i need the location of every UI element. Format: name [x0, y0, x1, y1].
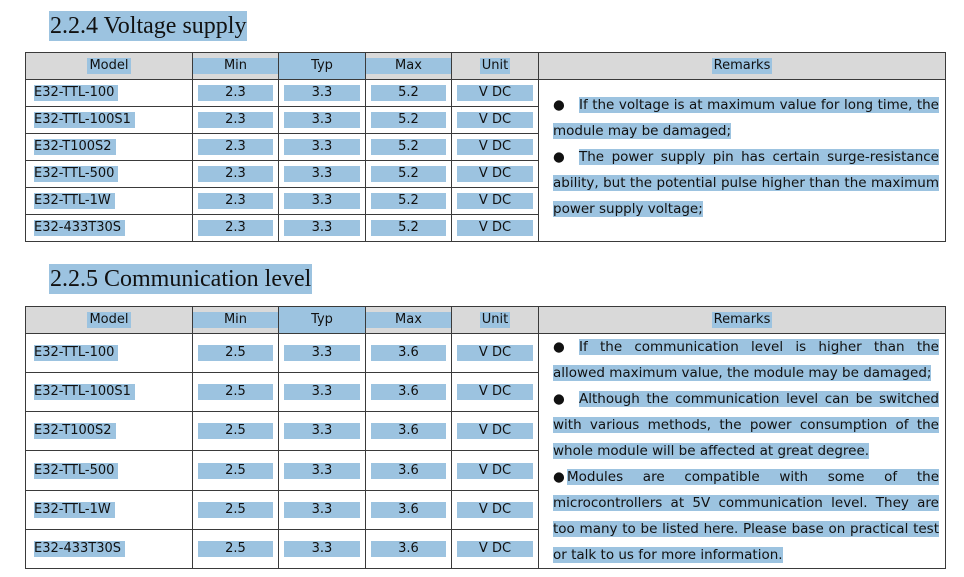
column-header-typ: Typ	[279, 53, 366, 80]
cell-model: E32-TTL-1W	[26, 490, 193, 529]
column-header-remarks: Remarks	[539, 53, 946, 80]
column-header-max: Max	[366, 53, 452, 80]
cell-max: 3.6	[366, 490, 452, 529]
cell-model: E32-TTL-100	[26, 334, 193, 373]
voltage-supply-table	[25, 52, 946, 242]
cell-min: 2.3	[193, 134, 279, 161]
bullet-icon: ●	[553, 469, 565, 485]
cell-min: 2.3	[193, 188, 279, 215]
remark-item: ● The power supply pin has certain surge-resistance ability, but the potential pulse higher than the maximum power supply voltage;	[553, 144, 939, 222]
cell-typ: 3.3	[279, 529, 366, 568]
remarks-cell	[539, 80, 946, 242]
cell-typ: 3.3	[279, 188, 366, 215]
cell-min: 2.5	[193, 490, 279, 529]
cell-max: 5.2	[366, 188, 452, 215]
cell-min: 2.3	[193, 215, 279, 242]
communication-level-table	[25, 306, 946, 569]
cell-min: 2.5	[193, 412, 279, 451]
cell-max: 3.6	[366, 451, 452, 490]
cell-min: 2.5	[193, 451, 279, 490]
cell-unit: V DC	[452, 215, 539, 242]
cell-model: E32-433T30S	[26, 215, 193, 242]
table-header-row	[26, 307, 946, 334]
cell-model: E32-TTL-500	[26, 161, 193, 188]
cell-max: 5.2	[366, 134, 452, 161]
bullet-icon: ●	[553, 149, 565, 165]
cell-unit: V DC	[452, 451, 539, 490]
cell-max: 3.6	[366, 334, 452, 373]
cell-typ: 3.3	[279, 215, 366, 242]
column-header-min: Min	[193, 307, 279, 334]
remark-item: ● If the voltage is at maximum value for long time, the module may be damaged;	[553, 92, 939, 144]
cell-unit: V DC	[452, 412, 539, 451]
cell-model: E32-TTL-100S1	[26, 373, 193, 412]
cell-unit: V DC	[452, 373, 539, 412]
column-header-typ: Typ	[279, 307, 366, 334]
cell-model: E32-TTL-100	[26, 80, 193, 107]
cell-min: 2.5	[193, 373, 279, 412]
remark-item: ● Although the communication level can be switched with various methods, the power consumption of the whole module will be affected at great degree.	[553, 386, 939, 464]
table-row	[26, 334, 946, 373]
cell-min: 2.5	[193, 334, 279, 373]
cell-unit: V DC	[452, 334, 539, 373]
cell-unit: V DC	[452, 134, 539, 161]
cell-min: 2.5	[193, 529, 279, 568]
remark-item: ● If the communication level is higher than the allowed maximum value, the module may be damaged;	[553, 334, 939, 386]
column-header-max: Max	[366, 307, 452, 334]
bullet-icon: ●	[553, 391, 565, 407]
cell-min: 2.3	[193, 107, 279, 134]
cell-typ: 3.3	[279, 490, 366, 529]
cell-typ: 3.3	[279, 451, 366, 490]
column-header-model: Model	[26, 53, 193, 80]
cell-unit: V DC	[452, 80, 539, 107]
bullet-icon: ●	[553, 339, 565, 355]
cell-typ: 3.3	[279, 80, 366, 107]
cell-max: 3.6	[366, 373, 452, 412]
column-header-min: Min	[193, 53, 279, 80]
cell-model: E32-TTL-1W	[26, 188, 193, 215]
cell-min: 2.3	[193, 161, 279, 188]
cell-model: E32-TTL-100S1	[26, 107, 193, 134]
cell-min: 2.3	[193, 80, 279, 107]
cell-max: 5.2	[366, 161, 452, 188]
column-header-unit: Unit	[452, 53, 539, 80]
cell-unit: V DC	[452, 188, 539, 215]
remarks-cell	[539, 334, 946, 569]
cell-max: 3.6	[366, 529, 452, 568]
cell-typ: 3.3	[279, 334, 366, 373]
cell-max: 5.2	[366, 215, 452, 242]
cell-typ: 3.3	[279, 134, 366, 161]
table-header-row	[26, 53, 946, 80]
cell-unit: V DC	[452, 529, 539, 568]
cell-model: E32-T100S2	[26, 134, 193, 161]
remark-item: ● Modules are compatible with some of the microcontrollers at 5V communication level. They are too many to be listed here. Please base on practical test or talk to us for more information.	[553, 464, 939, 568]
cell-typ: 3.3	[279, 107, 366, 134]
cell-model: E32-TTL-500	[26, 451, 193, 490]
cell-max: 3.6	[366, 412, 452, 451]
cell-model: E32-T100S2	[26, 412, 193, 451]
cell-max: 5.2	[366, 107, 452, 134]
cell-unit: V DC	[452, 107, 539, 134]
column-header-unit: Unit	[452, 307, 539, 334]
cell-typ: 3.3	[279, 373, 366, 412]
cell-unit: V DC	[452, 161, 539, 188]
cell-model: E32-433T30S	[26, 529, 193, 568]
bullet-icon: ●	[553, 97, 565, 113]
cell-typ: 3.3	[279, 161, 366, 188]
column-header-model: Model	[26, 307, 193, 334]
cell-unit: V DC	[452, 490, 539, 529]
column-header-remarks: Remarks	[539, 307, 946, 334]
section-heading-voltage-supply: 2.2.4 Voltage supply	[50, 13, 247, 39]
section-heading-communication-level: 2.2.5 Communication level	[50, 266, 312, 292]
table-row	[26, 80, 946, 107]
cell-typ: 3.3	[279, 412, 366, 451]
cell-max: 5.2	[366, 80, 452, 107]
